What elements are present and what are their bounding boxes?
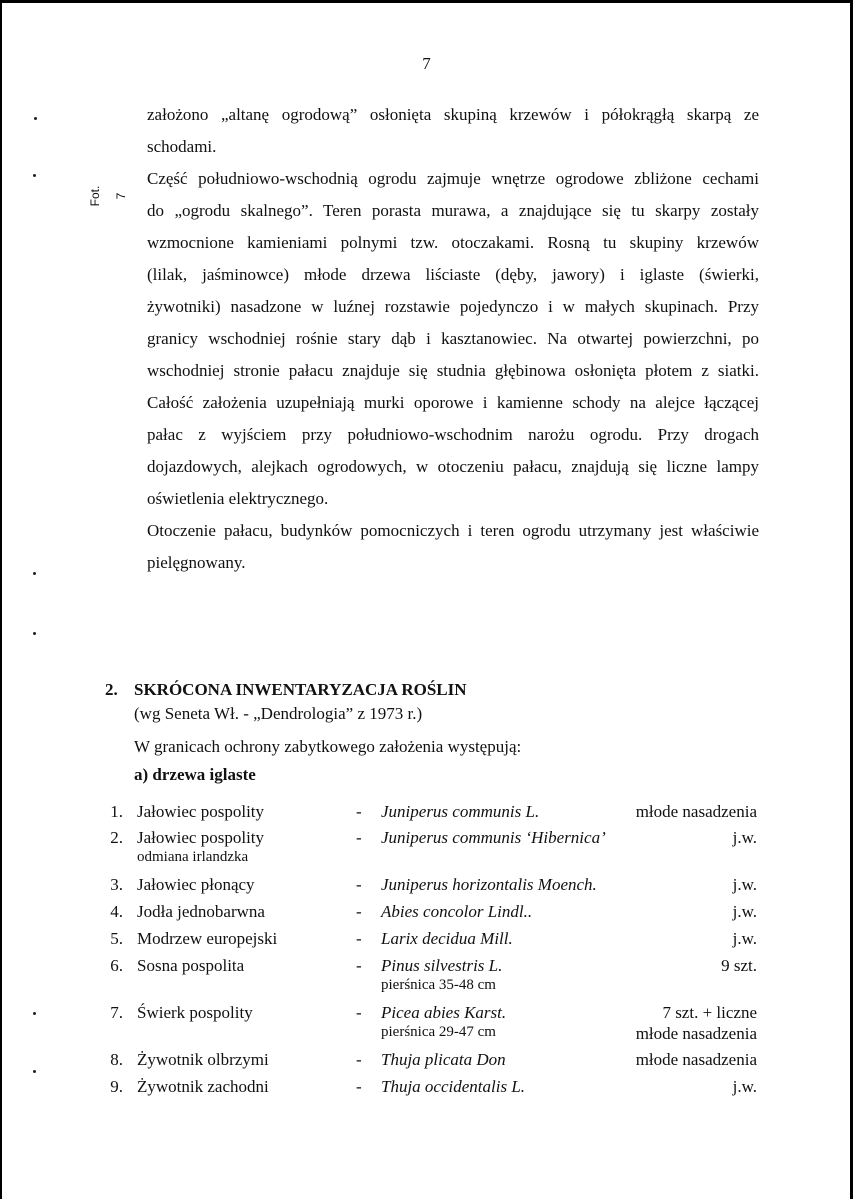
plant-number: 3. <box>110 875 123 894</box>
latin-name-cell <box>381 1077 525 1097</box>
latin-name-cell <box>381 1003 506 1041</box>
plant-name-cell <box>137 929 277 949</box>
paragraph-line: Otoczenie pałacu, budynków pomocniczych i teren ogrodu utrzymany jest właściwie <box>147 521 759 540</box>
plant-note-extra: młode nasadzenia <box>635 1024 757 1043</box>
plant-number: 5. <box>110 929 123 948</box>
plant-name-cell <box>137 875 255 895</box>
subsection-heading: a) drzewa iglaste <box>134 765 256 784</box>
section-title: SKRÓCONA INWENTARYZACJA ROŚLIN <box>134 680 467 699</box>
scan-mark <box>33 632 36 635</box>
scan-mark <box>33 1012 36 1015</box>
latin-name: Thuja plicata Don <box>381 1050 506 1069</box>
paragraph-line: żywotniki) nasadzone w luźnej rozstawie pojedynczo i w małych skupinach. Przy <box>147 297 759 316</box>
plant-name-cell <box>137 828 264 866</box>
plant-name: Sosna pospolita <box>137 956 245 975</box>
paragraph-line: dojazdowych, alejkach ogrodowych, w otoczeniu pałacu, znajdują się liczne lampy <box>147 457 759 476</box>
paragraph-line: pielęgnowany. <box>147 553 246 572</box>
separator-dash: - <box>356 1003 362 1022</box>
page-number: 7 <box>422 54 431 73</box>
plant-note-cell <box>733 929 757 949</box>
latin-name: Abies concolor Lindl.. <box>381 902 533 921</box>
plant-name-cell <box>137 802 264 822</box>
plant-note-cell <box>733 1077 757 1097</box>
plant-name: Żywotnik olbrzymi <box>137 1050 269 1069</box>
plant-note-cell <box>636 1050 757 1070</box>
plant-number: 1. <box>110 802 123 821</box>
plant-note: 9 szt. <box>721 956 757 975</box>
plant-name-cell <box>137 1050 269 1070</box>
paragraph-line: schodami. <box>147 137 217 156</box>
separator-dash: - <box>356 802 362 821</box>
plant-note-cell <box>733 875 757 895</box>
scan-mark <box>34 117 37 120</box>
separator-dash: - <box>356 875 362 894</box>
latin-name: Picea abies Karst. <box>381 1003 507 1022</box>
page-frame-left <box>0 0 2 1199</box>
latin-name: Larix decidua Mill. <box>381 929 513 948</box>
plant-name-cell <box>137 902 265 922</box>
paragraph-line: (lilak, jaśminowce) młode drzewa liściaste (dęby, jawory) i iglaste (świerki, <box>147 265 759 284</box>
latin-name-cell <box>381 875 597 895</box>
paragraph-line: pałac z wyjściem przy południowo-wschodnim narożu ogrodu. Przy drogach <box>147 425 759 444</box>
paragraph-line: założono „altanę ogrodową” osłonięta skupiną krzewów i półokrągłą skarpą ze <box>147 105 759 124</box>
plant-note-cell <box>636 1003 757 1045</box>
plant-note: j.w. <box>732 902 757 921</box>
plant-note: j.w. <box>732 875 757 894</box>
latin-name-cell <box>381 929 513 949</box>
latin-name-cell <box>381 828 606 848</box>
plant-note-cell <box>721 956 757 976</box>
scan-mark <box>33 174 36 177</box>
scan-mark <box>33 1070 36 1073</box>
plant-name-cell <box>137 1003 253 1023</box>
plant-name-cell <box>137 956 244 976</box>
latin-name-cell <box>381 902 532 922</box>
latin-name: Pinus silvestris L. <box>381 956 503 975</box>
plant-number: 2. <box>110 828 123 847</box>
plant-variety: odmiana irlandzka <box>137 849 249 865</box>
paragraph-line: wschodniej stronie pałacu znajduje się studnia głębinowa osłonięta płotem z siatki. <box>147 361 759 380</box>
plant-note: j.w. <box>732 929 757 948</box>
latin-name: Juniperus communis ‘Hibernica’ <box>381 828 606 847</box>
body-text <box>147 99 759 579</box>
paragraph-line: wzmocnione kamieniami polnymi tzw. otoczakami. Rosną tu skupiny krzewów <box>147 233 759 252</box>
plant-number: 8. <box>110 1050 123 1069</box>
plant-note-cell <box>733 902 757 922</box>
paragraph-line: oświetlenia elektrycznego. <box>147 489 329 508</box>
intro-text: W granicach ochrony zabytkowego założenia występują: <box>134 737 522 756</box>
plant-name: Żywotnik zachodni <box>137 1077 269 1096</box>
latin-name-cell <box>381 1050 506 1070</box>
source-reference: (wg Seneta Wł. - „Dendrologia” z 1973 r.) <box>134 704 423 723</box>
plant-note-cell <box>636 802 757 822</box>
paragraph-line: Część południowo-wschodnią ogrodu zajmuje wnętrze ogrodowe zbliżone cechami <box>147 169 759 188</box>
plant-name: Jałowiec płonący <box>137 875 255 894</box>
plant-number: 9. <box>110 1077 123 1096</box>
page-frame-top <box>0 0 853 3</box>
separator-dash: - <box>356 828 362 847</box>
trunk-circumference: pierśnica 29-47 cm <box>381 1024 496 1040</box>
plant-name: Jałowiec pospolity <box>137 828 265 847</box>
section-number: 2. <box>105 680 118 699</box>
plant-name-cell <box>137 1077 269 1097</box>
latin-name: Juniperus communis L. <box>381 802 540 821</box>
plant-number: 6. <box>110 956 123 975</box>
paragraph-line: Całość założenia uzupełniają murki oporowe i kamienne schody na alejce łączącej <box>147 393 759 412</box>
photo-reference: Fot. 7 <box>88 185 128 207</box>
latin-name: Juniperus horizontalis Moench. <box>381 875 597 894</box>
plant-note: młode nasadzenia <box>635 802 757 821</box>
latin-name: Thuja occidentalis L. <box>381 1077 526 1096</box>
paragraph-line: do „ogrodu skalnego”. Teren porasta murawa, a znajdujące się tu skarpy zostały <box>147 201 759 220</box>
scan-mark <box>33 572 36 575</box>
trunk-circumference: pierśnica 35-48 cm <box>381 977 496 993</box>
plant-name: Świerk pospolity <box>137 1003 253 1022</box>
separator-dash: - <box>356 929 362 948</box>
plant-note: młode nasadzenia <box>635 1050 757 1069</box>
plant-name: Jodła jednobarwna <box>137 902 265 921</box>
plant-note: j.w. <box>732 1077 757 1096</box>
latin-name-cell <box>381 802 539 822</box>
plant-note-cell <box>733 828 757 848</box>
separator-dash: - <box>356 1050 362 1069</box>
plant-number: 7. <box>110 1003 123 1022</box>
plant-note: j.w. <box>732 828 757 847</box>
plant-name: Jałowiec pospolity <box>137 802 265 821</box>
plant-number: 4. <box>110 902 123 921</box>
latin-name-cell <box>381 956 502 994</box>
separator-dash: - <box>356 956 362 975</box>
separator-dash: - <box>356 902 362 921</box>
paragraph-line: granicy wschodniej rośnie stary dąb i kasztanowiec. Na otwartej powierzchni, po <box>147 329 759 348</box>
plant-note: 7 szt. + liczne <box>662 1003 757 1022</box>
plant-name: Modrzew europejski <box>137 929 278 948</box>
separator-dash: - <box>356 1077 362 1096</box>
